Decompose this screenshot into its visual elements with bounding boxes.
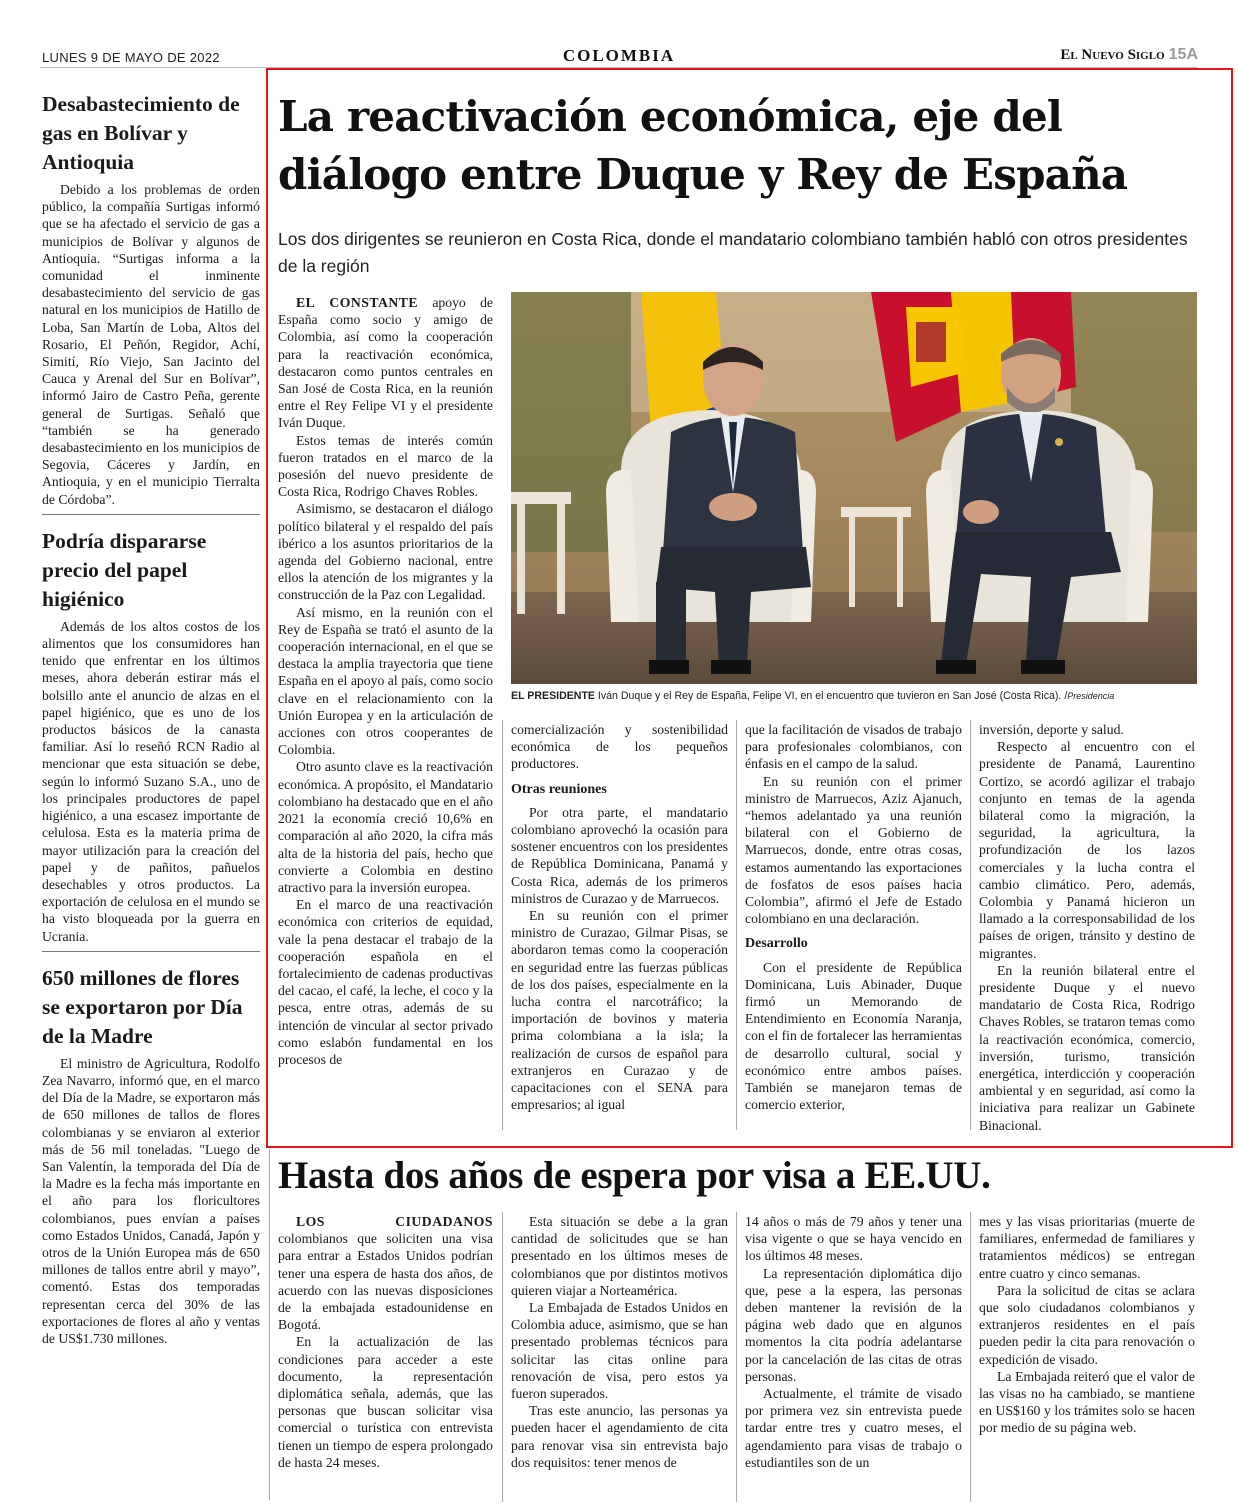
article-column-4 xyxy=(979,721,1195,1134)
caption-text: Iván Duque y el Rey de España, Felipe VI, en el encuentro que tuvieron en San José (Costa Rica). / xyxy=(594,690,1068,702)
page-number: 15A xyxy=(1168,46,1198,63)
lead-in: EL CONSTANTE xyxy=(296,295,418,310)
brief-title: 650 millones de flores se exportaron por Día de la Madre xyxy=(42,965,243,1048)
paragraph: Con el presidente de República Dominicana, Luis Abinader, Duque firmó un Memorando de Entendimiento en Economía Naranja, con el fin de fortalecer las herramientas de desarrollo cultural, social y económico entre ambos países. También se manejaron temas de comercio exterior, xyxy=(745,959,962,1113)
visa-column-1 xyxy=(278,1213,493,1471)
paragraph: En su reunión con el primer ministro de Marruecos, Aziz Ajanuch, “hemos adelantado ya una reunión bilateral con el Gobierno de Marruecos, donde, entre otras cosas, estamos aumentando las exportaciones de fosfatos de esos países hacia Colombia”, afirmó el Jefe de Estado colombiano en una declaración. xyxy=(745,773,962,927)
column-rule xyxy=(736,1212,737,1502)
section-subhead: Desarrollo xyxy=(745,936,808,952)
paragraph: En el marco de una reactivación económica con criterios de equidad, vale la pena destacar el trabajo de la cooperación española en el fortalecimiento de cadenas productivas del cacao, el café, la leche, el coco y la pesca, entre otras, además de su intención de vincular al sector privado como eslabón fundamental en los procesos de xyxy=(278,897,493,1067)
lead-in: LOS CIUDADANOS xyxy=(296,1214,493,1229)
visa-column-3 xyxy=(745,1213,962,1471)
article-headline: La reactivación económica, eje del diálogo entre Duque y Rey de España xyxy=(278,92,1128,199)
paragraph: Tras este anuncio, las personas ya pueden hacer el agendamiento de cita para renovar visa sin entrevista bajo dos requisitos: tener menos de xyxy=(511,1403,728,1470)
article-subheadline: Los dos dirigentes se reunieron en Costa Rica, donde el mandatario colombiano también habló con otros presidentes de la región xyxy=(278,229,1188,276)
masthead xyxy=(1060,46,1198,64)
paragraph: 14 años o más de 79 años y tener una visa vigente o que se haya vencido en los últimos 48 meses. xyxy=(745,1214,962,1264)
section-name: COLOMBIA xyxy=(562,46,676,65)
brief-gas xyxy=(42,90,260,515)
issue-date: LUNES 9 DE MAYO DE 2022 xyxy=(42,50,220,65)
caption-lead: EL PRESIDENTE xyxy=(511,690,595,702)
paragraph: que la facilitación de visados de trabajo para profesionales colombianos, con énfasis en el campo de la salud. xyxy=(745,722,962,772)
paragraph xyxy=(278,294,493,432)
brief-title: Podría dispararse precio del papel higiénico xyxy=(42,528,207,611)
article-column-3 xyxy=(745,721,962,1113)
paragraph: mes y las visas prioritarias (muerte de familiares, enfermedad de familiares y tratamientos médicos) se entregan entre cuatro y cinco semanas. xyxy=(979,1214,1195,1281)
paragraph: Estos temas de interés común fueron tratados en el marco de la posesión del nuevo presidente de Costa Rica, Rodrigo Chaves Robles. xyxy=(278,432,493,500)
paragraph: En su reunión con el primer ministro de Curazao, Gilmar Pisas, se abordaron temas como la cooperación en seguridad entre las fuerzas públicas de los dos países, especialmente en la lucha contra el narcotráfico; la importación de bovinos y materia prima colombiana a la isla; la realización de cursos de español para extranjeros en Curazao y de capacitaciones con el SENA para empresarios; al igual xyxy=(511,908,728,1113)
visa-column-2 xyxy=(511,1213,728,1471)
visa-column-4 xyxy=(979,1213,1195,1437)
paragraph: inversión, deporte y salud. xyxy=(979,722,1124,737)
photo-illustration xyxy=(511,292,1197,684)
column-rule xyxy=(502,1212,503,1502)
paragraph xyxy=(278,1213,493,1333)
caption-credit: Presidencia xyxy=(1067,691,1115,701)
paragraph: Actualmente, el trámite de visado por primera vez sin entrevista puede tardar entre tres y cuatro meses, el agendamiento para visas de trabajo o estudiantiles son de un xyxy=(745,1386,962,1470)
column-rule xyxy=(970,720,971,1130)
paragraph: Respecto al encuentro con el presidente de Panamá, Laurentino Cortizo, se acordó agilizar el trabajo conjunto en temas de la agenda bilateral como la migración, la seguridad, la agricultura, la profundización de los lazos comerciales y la lucha contra el cambio climático. Pero, además, Colombia y Panamá hicieron un llamado a la corresponsabilidad de los países de origen, tránsito y destino de migrantes. xyxy=(979,739,1195,961)
paragraph: La representación diplomática dijo que, pese a la espera, las personas deben mantener la revisión de la página web dado que en algunos momentos la cita podría adelantarse por la cancelación de las citas de otras personas. xyxy=(745,1265,962,1384)
brief-paper xyxy=(42,527,260,952)
section-subhead: Otras reuniones xyxy=(511,781,607,797)
article-column-2 xyxy=(511,721,728,1113)
paragraph: Otro asunto clave es la reactivación económica. A propósito, el Mandatario colombiano ha destacado que en el año 2021 la economía creció 10,6% en comparación al año 2020, la cifra más alta de la historia del país, hecho que convierte a Colombia en destino atractivo para la inversión europea. xyxy=(278,759,493,895)
column-rule xyxy=(502,720,503,1130)
photo-caption xyxy=(511,690,1201,702)
paragraph: Esta situación se debe a la gran cantidad de solicitudes que se han presentado en los últimos meses de colombianos que por distintos motivos quieren viajar a Norteamérica. xyxy=(511,1214,728,1298)
brief-title: Desabastecimiento de gas en Bolívar y Antioquia xyxy=(42,92,240,174)
paragraph: La Embajada reiteró que el valor de las visas no ha cambiado, se mantiene en US$160 y los trámites solo se hacen por medio de su página web. xyxy=(979,1368,1195,1436)
brief-body: Además de los altos costos de los alimentos que los consumidores han tenido que enfrentar en los últimos meses, ahora deberán estirar más el bolsillo ante el anuncio de alzas en el papel higiénico, que es uno de los productos básicos de la canasta familiar. Así lo reseñó RCN Radio al mencionar que esta situación se debe, según lo informó Suzano S.A., uno de los principales productores de papel higiénico, a una escasez importante de celulosa. Esta es la materia prima de mayor utilización para la creación del papel y de pañitos, pañuelos desechables y otros productos. La exportación de celulosa en el mundo se ha visto bloqueada por la guerra en Ucrania. xyxy=(42,618,260,944)
visa-headline: Hasta dos años de espera por visa a EE.UU. xyxy=(278,1154,991,1197)
paragraph: Así mismo, en la reunión con el Rey de España se trató el asunto de la cooperación internacional, en el que se destaca la amplia trayectoria que tiene España en el apoyo al país, como socio clave en el relacionamiento con la Unión Europea y en la articulación de acciones con otros cooperantes de Colombia. xyxy=(278,604,493,758)
paragraph: Para la solicitud de citas se aclara que solo ciudadanos colombianos y extranjeros residentes en el país pueden pedir la cita para renovación o expedición de visado. xyxy=(979,1282,1195,1367)
column-rule xyxy=(736,720,737,1130)
sidebar xyxy=(42,90,260,1347)
brief-body: El ministro de Agricultura, Rodolfo Zea Navarro, informó que, en el marco del Día de la Madre, se exportaron más de 650 millones de tallos de flores colombianas y se enviaron al exterior más de 56 mil toneladas. "Luego de San Valentín, la temporada del Día de la Madre es la fecha más importante en el año para los floricultores colombianos, pues envían a países como Estados Unidos, Canadá, Japón y otros de la Unión Europea más de 650 millones de tallos entre abril y mayo”, comentó. Estas dos temporadas representan cerca del 30% de las exportaciones de flores al año y ventas de US$1.730 millones. xyxy=(42,1055,260,1346)
brief-flowers xyxy=(42,964,260,1347)
article-photo xyxy=(511,292,1197,684)
paragraph: Por otra parte, el mandatario colombiano aprovechó la ocasión para sostener encuentros con los presidentes de República Dominicana, Panamá y Costa Rica, además de los primeros ministros de Curazao y de Marruecos. xyxy=(511,804,728,906)
paragraph-text: colombianos que soliciten una visa para entrar a Estados Unidos podrían tener una espera de hasta dos años, de acuerdo con las nuevas disposiciones de la embajada estadounidense en Bogotá. xyxy=(278,1231,493,1333)
paragraph: En la reunión bilateral entre el presidente Duque y el nuevo mandatario de Costa Rica, Rodrigo Chaves Robles, se trataron temas como la reactivación económica, comercio, inversión, turismo, transición energética, interdicción y cooperación ambiental y en seguridad, así como la iniciativa para realizar un Gabinete Binacional. xyxy=(979,962,1195,1133)
column-rule xyxy=(970,1212,971,1502)
paragraph-text: apoyo de España como socio y amigo de Colombia, así como la cooperación para la reactivación económica, destacaron como puntos centrales en San José de Costa Rica, en la reunión entre el Rey Felipe VI y el presidente Iván Duque. xyxy=(278,295,493,431)
paragraph: La Embajada de Estados Unidos en Colombia aduce, asimismo, que se han presentado problemas técnicos para solicitar las citas online para renovación de visa, pero estos ya fueron superados. xyxy=(511,1300,728,1402)
paragraph: comercialización y sostenibilidad económica de los pequeños productores. xyxy=(511,722,728,772)
article-column-1 xyxy=(278,294,493,1068)
brief-body: Debido a los problemas de orden público, la compañía Surtigas informó que se ha afectado el servicio de gas a municipios de Bolívar y algunos de Antioquia. “Surtigas informa a la comunidad el inminente desabastecimiento del servicio de gas natural en los municipios de Hatillo de Loba, San Martín de Loba, Altos del Rosario, El Peñón, Regidor, Achí, Simití, Río Viejo, San Jacinto del Cauca y Arenal del Sur en Bolívar”, informó Jairo de Castro Peña, gerente general de Surtigas. Señaló que “también se ha generado desabastecimiento en los municipios de Segovia, Cáceres y Jardín, en Antioquia, y en el municipio Tierralta de Córdoba”. xyxy=(42,182,260,507)
paragraph: En la actualización de las condiciones para acceder a este documento, la representación diplomática señala, además, que las personas que buscan solicitar visa comercial o turística con entrevista tienen un tiempo de espera prolongado de hasta 24 meses. xyxy=(278,1334,493,1470)
newspaper-name: El Nuevo Siglo xyxy=(1060,47,1165,63)
paragraph: Asimismo, se destacaron el diálogo político bilateral y el respaldo del país ibérico a los asuntos prioritarios de la agenda del Gobierno nacional, entre ellos la atención de los migrantes y la construcción de la Paz con Legalidad. xyxy=(278,501,493,603)
column-rule xyxy=(269,1150,270,1500)
